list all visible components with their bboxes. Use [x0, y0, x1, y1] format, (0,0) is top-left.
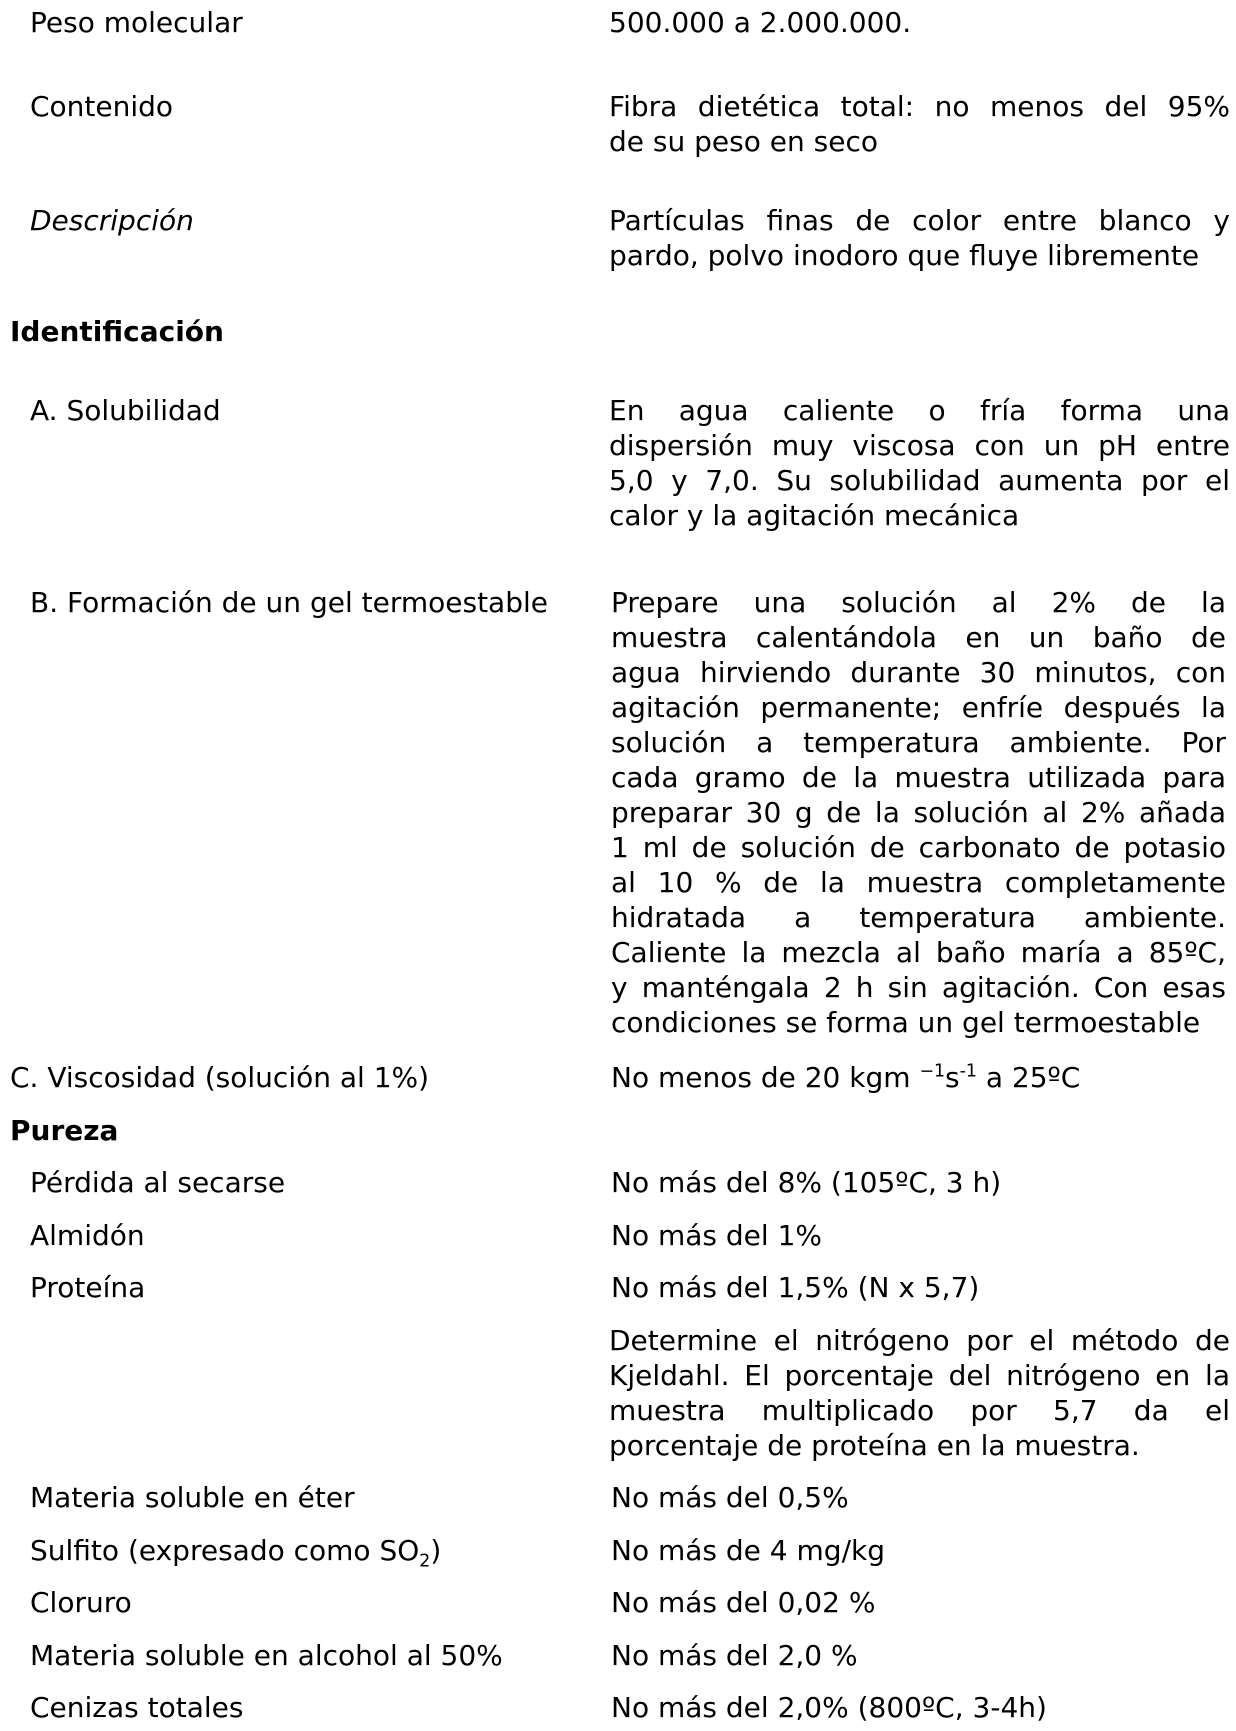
label-text: ) — [430, 1534, 442, 1567]
value-line: agua hirviendo durante 30 minutos, con — [611, 656, 1226, 689]
value-line: y manténgala 2 h sin agitación. Con esas — [611, 971, 1226, 1004]
value-text: No menos de 20 kgm — [611, 1061, 920, 1094]
value-contenido — [609, 89, 1230, 159]
value-peso-molecular: 500.000 a 2.000.000. — [609, 6, 912, 39]
label-materia-eter: Materia soluble en éter — [30, 1481, 355, 1514]
label-cenizas: Cenizas totales — [30, 1691, 244, 1724]
exponent: -1 — [959, 1061, 977, 1082]
value-line: dispersión muy viscosa con un pH entre — [609, 429, 1230, 462]
label-gel-termoestable: B. Formación de un gel termoestable — [30, 586, 548, 619]
label-peso-molecular: Peso molecular — [30, 6, 243, 39]
heading-identificacion: Identificación — [10, 315, 224, 348]
value-line: hidratada a temperatura ambiente. — [611, 901, 1226, 934]
value-text: s — [945, 1061, 960, 1094]
value-materia-alcohol: No más del 2,0 % — [611, 1639, 858, 1672]
label-sulfito — [30, 1533, 442, 1572]
label-perdida-secarse: Pérdida al secarse — [30, 1166, 286, 1199]
label-solubilidad: A. Solubilidad — [30, 394, 221, 427]
value-line: de su peso en seco — [609, 125, 878, 158]
value-cloruro: No más del 0,02 % — [611, 1586, 876, 1619]
value-cenizas: No más del 2,0% (800ºC, 3-4h) — [611, 1691, 1047, 1724]
label-almidon: Almidón — [30, 1219, 145, 1252]
value-viscosidad — [611, 1060, 1226, 1095]
value-line: Fibra dietética total: no menos del 95% — [609, 90, 1230, 123]
value-line: Partículas finas de color entre blanco y — [609, 204, 1230, 237]
label-text: Sulfito (expresado como SO — [30, 1534, 420, 1567]
subscript: 2 — [419, 1551, 431, 1572]
value-line: Prepare una solución al 2% de la — [611, 586, 1226, 619]
value-text: a 25ºC — [976, 1061, 1081, 1094]
value-gel-termoestable — [611, 585, 1226, 1040]
label-cloruro: Cloruro — [30, 1586, 132, 1619]
value-line: 1 ml de solución de carbonato de potasio — [611, 831, 1226, 864]
value-line: condiciones se forma un gel termoestable — [611, 1006, 1201, 1039]
value-line: muestra multiplicado por 5,7 da el — [609, 1394, 1230, 1427]
label-proteina: Proteína — [30, 1271, 146, 1304]
value-line: 5,0 y 7,0. Su solubilidad aumenta por el — [609, 464, 1230, 497]
note-proteina — [609, 1323, 1230, 1463]
value-line: Caliente la mezcla al baño maría a 85ºC, — [611, 936, 1226, 969]
value-materia-eter: No más del 0,5% — [611, 1481, 849, 1514]
value-line: En agua caliente o fría forma una — [609, 394, 1230, 427]
value-line: preparar 30 g de la solución al 2% añada — [611, 796, 1226, 829]
value-line: cada gramo de la muestra utilizada para — [611, 761, 1226, 794]
label-descripcion: Descripción — [30, 204, 194, 237]
value-almidon: No más del 1% — [611, 1219, 822, 1252]
label-viscosidad: C. Viscosidad (solución al 1%) — [10, 1061, 430, 1094]
value-line: Determine el nitrógeno por el método de — [609, 1324, 1230, 1357]
value-line: porcentaje de proteína en la muestra. — [609, 1429, 1140, 1462]
value-sulfito: No más de 4 mg/kg — [611, 1534, 885, 1567]
value-line: al 10 % de la muestra completamente — [611, 866, 1226, 899]
value-line: solución a temperatura ambiente. Por — [611, 726, 1226, 759]
value-proteina: No más del 1,5% (N x 5,7) — [611, 1271, 980, 1304]
value-solubilidad — [609, 393, 1230, 533]
heading-pureza: Pureza — [10, 1114, 119, 1147]
label-contenido: Contenido — [30, 90, 174, 123]
value-line: muestra calentándola en un baño de — [611, 621, 1226, 654]
exponent: −1 — [919, 1061, 946, 1082]
value-line: agitación permanente; enfríe después la — [611, 691, 1226, 724]
value-line: pardo, polvo inodoro que fluye libremente — [609, 239, 1200, 272]
label-materia-alcohol: Materia soluble en alcohol al 50% — [30, 1639, 503, 1672]
value-line: calor y la agitación mecánica — [609, 499, 1020, 532]
value-descripcion — [609, 203, 1230, 273]
value-perdida-secarse: No más del 8% (105ºC, 3 h) — [611, 1166, 1002, 1199]
value-line: Kjeldahl. El porcentaje del nitrógeno en la — [609, 1359, 1230, 1392]
